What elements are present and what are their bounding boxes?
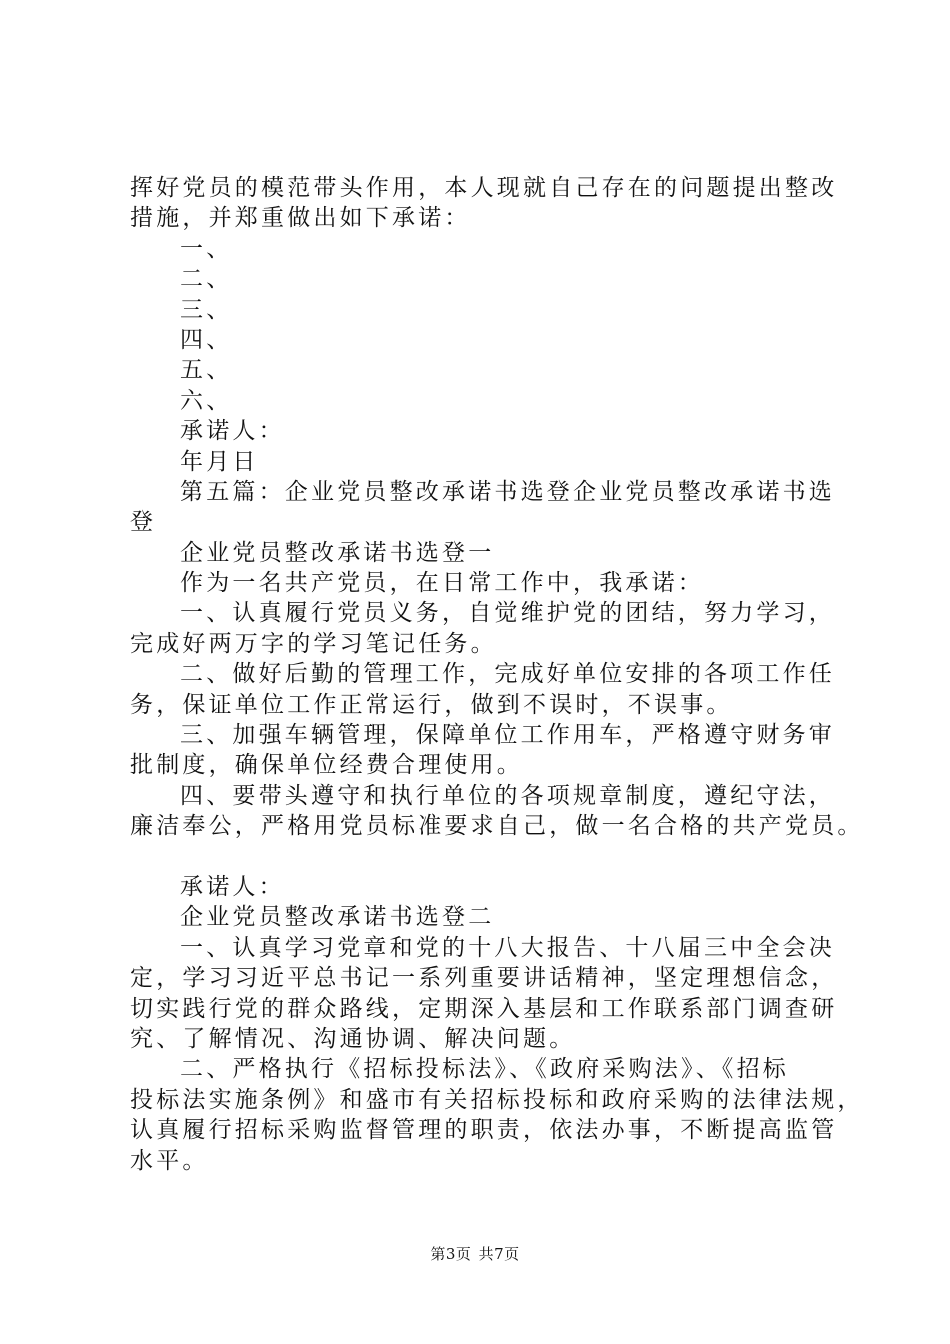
text-line: 挥好党员的模范带头作用，本人现就自己存在的问题提出整改 xyxy=(130,175,838,201)
text-line: 一、 xyxy=(180,235,233,262)
text-line: 承诺人： xyxy=(180,873,285,900)
text-line: 批制度，确保单位经费合理使用。 xyxy=(130,752,523,779)
text-line: 五、 xyxy=(180,357,233,384)
text-line: 四、要带头遵守和执行单位的各项规章制度，遵纪守法， xyxy=(180,782,835,809)
text-line: 三、 xyxy=(180,296,233,323)
text-line: 三、加强车辆管理，保障单位工作用车，严格遵守财务审 xyxy=(180,722,835,749)
page-number: 第3页 xyxy=(430,1245,472,1263)
text-line: 登 xyxy=(130,509,157,536)
page-footer xyxy=(0,1244,950,1264)
document-body xyxy=(130,173,864,1176)
text-line: 二、 xyxy=(180,266,233,293)
text-line: 一、认真学习党章和党的十八大报告、十八届三中全会决 xyxy=(180,934,835,961)
text-line: 企业党员整改承诺书选登一 xyxy=(180,539,495,566)
text-line: 承诺人： xyxy=(180,418,285,445)
text-line: 水平。 xyxy=(130,1147,209,1174)
blank-line xyxy=(130,842,830,872)
text-line: 切实践行党的群众路线，定期深入基层和工作联系部门调查研 xyxy=(130,995,838,1022)
text-line: 六、 xyxy=(180,387,233,414)
text-line: 四、 xyxy=(180,326,233,353)
text-line: 投标法实施条例》和盛市有关招标投标和政府采购的法律法规， xyxy=(130,1086,864,1113)
text-line: 二、严格执行《招标投标法》、《政府采购法》、《招标 xyxy=(180,1056,789,1083)
text-line: 廉洁奉公，严格用党员标准要求自己，做一名合格的共产党员。 xyxy=(130,813,864,840)
text-line: 究、了解情况、沟通协调、解决问题。 xyxy=(130,1025,576,1052)
text-line: 一、认真履行党员义务，自觉维护党的团结，努力学习， xyxy=(180,600,835,627)
text-line: 完成好两万字的学习笔记任务。 xyxy=(130,630,497,657)
text-line: 第五篇：企业党员整改承诺书选登企业党员整改承诺书选 xyxy=(180,478,835,505)
text-line: 二、做好后勤的管理工作，完成好单位安排的各项工作任 xyxy=(180,661,835,688)
text-line: 作为一名共产党员，在日常工作中，我承诺： xyxy=(180,570,704,597)
text-line: 年月日 xyxy=(180,448,259,475)
text-line: 认真履行招标采购监督管理的职责，依法办事，不断提高监管 xyxy=(130,1117,838,1144)
text-line: 措施，并郑重做出如下承诺： xyxy=(130,205,471,232)
page-total: 共7页 xyxy=(478,1245,520,1263)
text-line: 企业党员整改承诺书选登二 xyxy=(180,904,495,931)
text-line: 务，保证单位工作正常运行，做到不误时，不误事。 xyxy=(130,691,733,718)
text-line: 定，学习习近平总书记一系列重要讲话精神，坚定理想信念， xyxy=(130,965,838,992)
